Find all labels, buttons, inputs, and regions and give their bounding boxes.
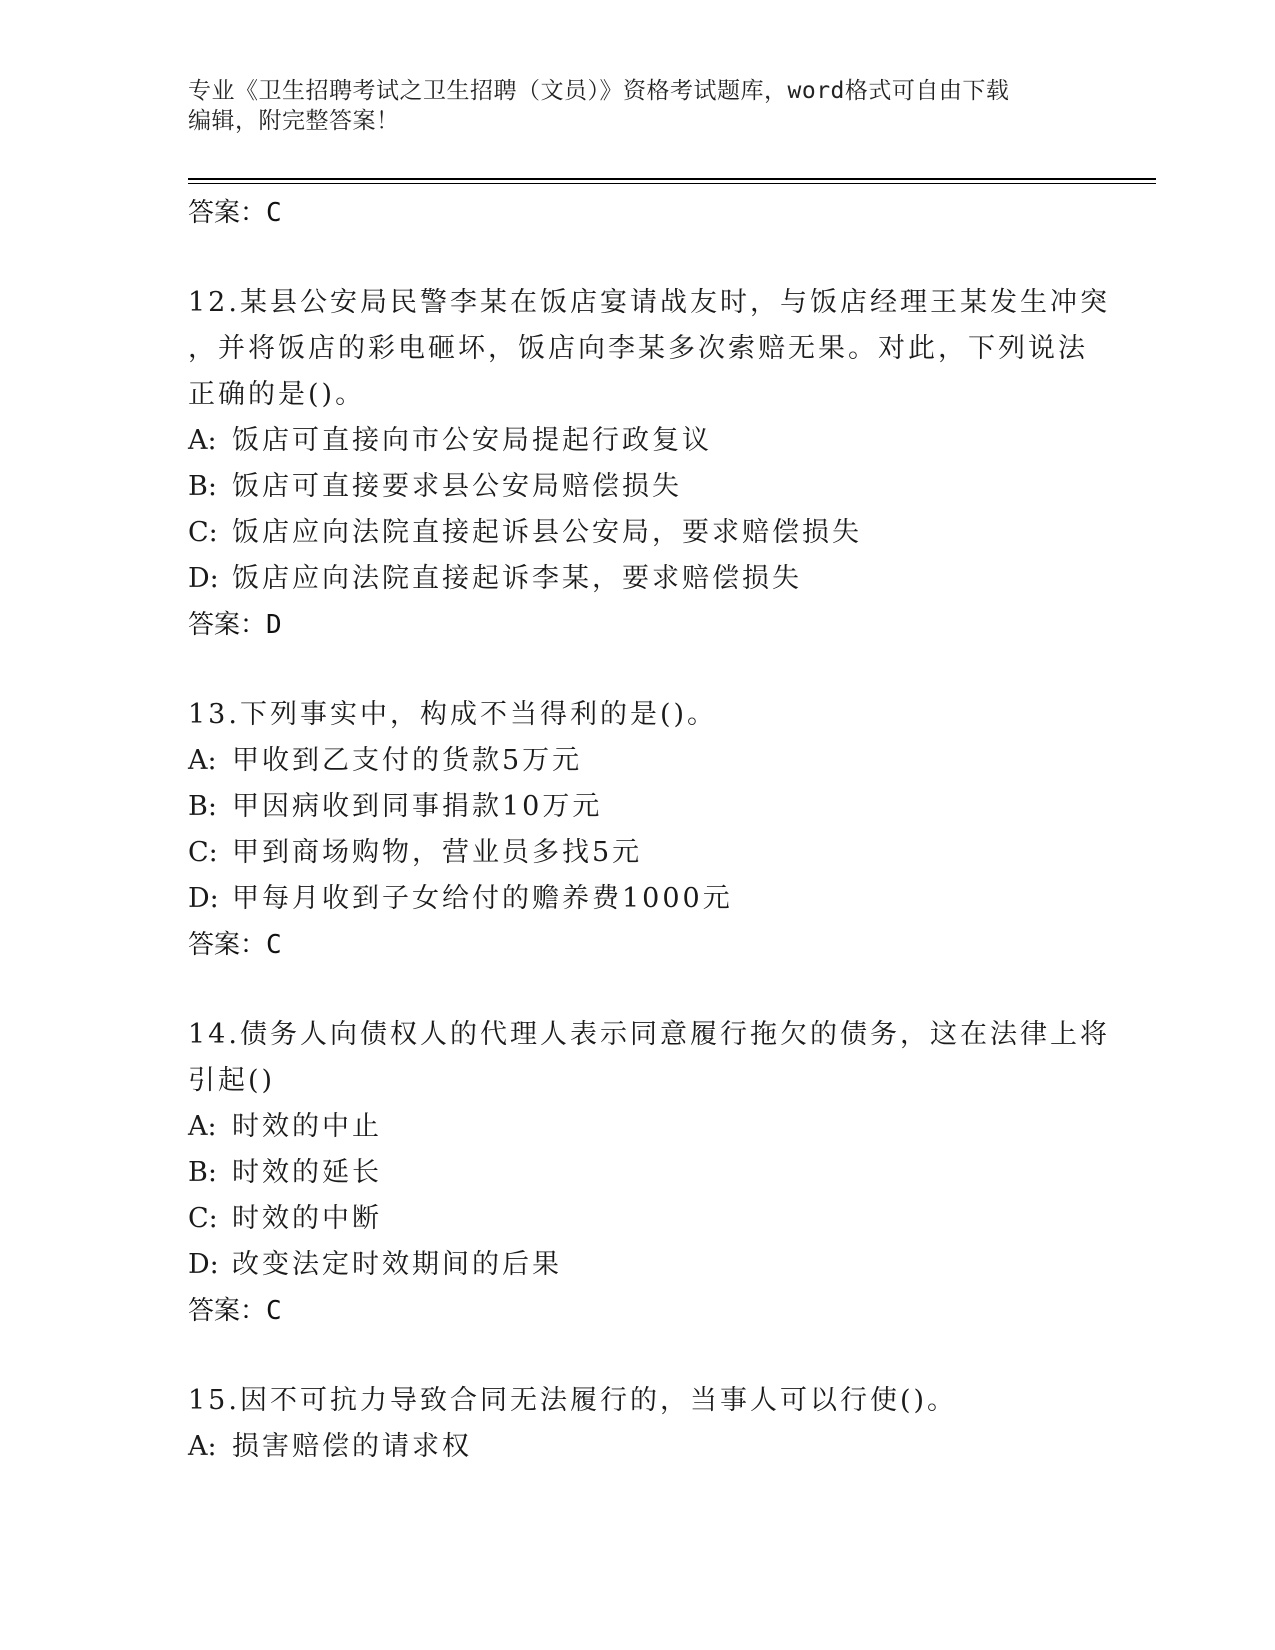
- option-text: 饭店可直接向市公安局提起行政复议: [232, 425, 712, 456]
- option-b: [188, 1150, 1088, 1196]
- option-d: [188, 1242, 1088, 1288]
- question-block: [188, 692, 1088, 968]
- option-text: 时效的中止: [232, 1111, 382, 1142]
- option-text: 饭店可直接要求县公安局赔偿损失: [232, 471, 682, 502]
- option-text: 甲因病收到同事捐款10万元: [232, 791, 603, 822]
- option-key: B:: [188, 471, 217, 502]
- option-text: 饭店应向法院直接起诉县公安局，要求赔偿损失: [232, 517, 862, 548]
- spacer: [188, 1334, 1088, 1378]
- option-d: [188, 556, 1088, 602]
- option-key: D:: [188, 883, 219, 914]
- spacer: [188, 968, 1088, 1012]
- option-a: [188, 1104, 1088, 1150]
- option-b: [188, 464, 1088, 510]
- option-key: A:: [188, 1431, 217, 1462]
- option-text: 时效的延长: [232, 1157, 382, 1188]
- option-c: [188, 510, 1088, 556]
- answer-line: 答案：C: [188, 1296, 282, 1326]
- question-list: [188, 190, 1110, 1470]
- option-c: [188, 1196, 1088, 1242]
- question-block: [188, 1012, 1110, 1334]
- question-text-line: ，并将饭店的彩电砸坏，饭店向李某多次索赔无果。对此，下列说法: [188, 333, 1088, 364]
- question-block: [188, 280, 1110, 648]
- option-a: [188, 1424, 1088, 1470]
- option-b: [188, 784, 1088, 830]
- header-line-1: 专业《卫生招聘考试之卫生招聘（文员）》资格考试题库，word格式可自由下载: [188, 78, 1010, 104]
- option-c: [188, 830, 1088, 876]
- option-text: 甲每月收到子女给付的赡养费1000元: [232, 883, 733, 914]
- option-text: 饭店应向法院直接起诉李某，要求赔偿损失: [232, 563, 802, 594]
- option-key: C:: [188, 1203, 218, 1234]
- question-text-line: 正确的是()。: [188, 379, 366, 410]
- option-text: 损害赔偿的请求权: [232, 1431, 472, 1462]
- option-key: D:: [188, 563, 219, 594]
- question-text-line: 12.某县公安局民警李某在饭店宴请战友时，与饭店经理王某发生冲突: [188, 287, 1110, 318]
- option-key: B:: [188, 791, 217, 822]
- spacer: [188, 236, 1088, 280]
- option-key: A:: [188, 1111, 217, 1142]
- answer-line: 答案：D: [188, 610, 282, 640]
- option-text: 时效的中断: [232, 1203, 382, 1234]
- question-text-line: 14.债务人向债权人的代理人表示同意履行拖欠的债务，这在法律上将: [188, 1019, 1110, 1050]
- option-key: D:: [188, 1249, 219, 1280]
- header-line-2: 编辑，附完整答案！: [188, 108, 400, 134]
- option-text: 甲到商场购物，营业员多找5元: [232, 837, 643, 868]
- option-a: [188, 738, 1088, 784]
- option-text: 改变法定时效期间的后果: [232, 1249, 562, 1280]
- option-key: C:: [188, 517, 218, 548]
- spacer: [188, 648, 1088, 692]
- option-d: [188, 876, 1088, 922]
- option-key: A:: [188, 745, 217, 776]
- question-block: [188, 1378, 1088, 1470]
- option-key: A:: [188, 425, 217, 456]
- previous-answer: 答案：C: [188, 198, 282, 228]
- header-divider: [188, 178, 1156, 180]
- question-text-line: 13.下列事实中，构成不当得利的是()。: [188, 699, 718, 730]
- option-a: [188, 418, 1088, 464]
- header-divider-thin: [188, 183, 1156, 184]
- option-key: C:: [188, 837, 218, 868]
- question-text-line: 15.因不可抗力导致合同无法履行的，当事人可以行使()。: [188, 1385, 958, 1416]
- answer-line: 答案：C: [188, 930, 282, 960]
- document-header: [188, 76, 1088, 136]
- option-text: 甲收到乙支付的货款5万元: [232, 745, 583, 776]
- question-text-line: 引起(): [188, 1065, 276, 1096]
- option-key: B:: [188, 1157, 217, 1188]
